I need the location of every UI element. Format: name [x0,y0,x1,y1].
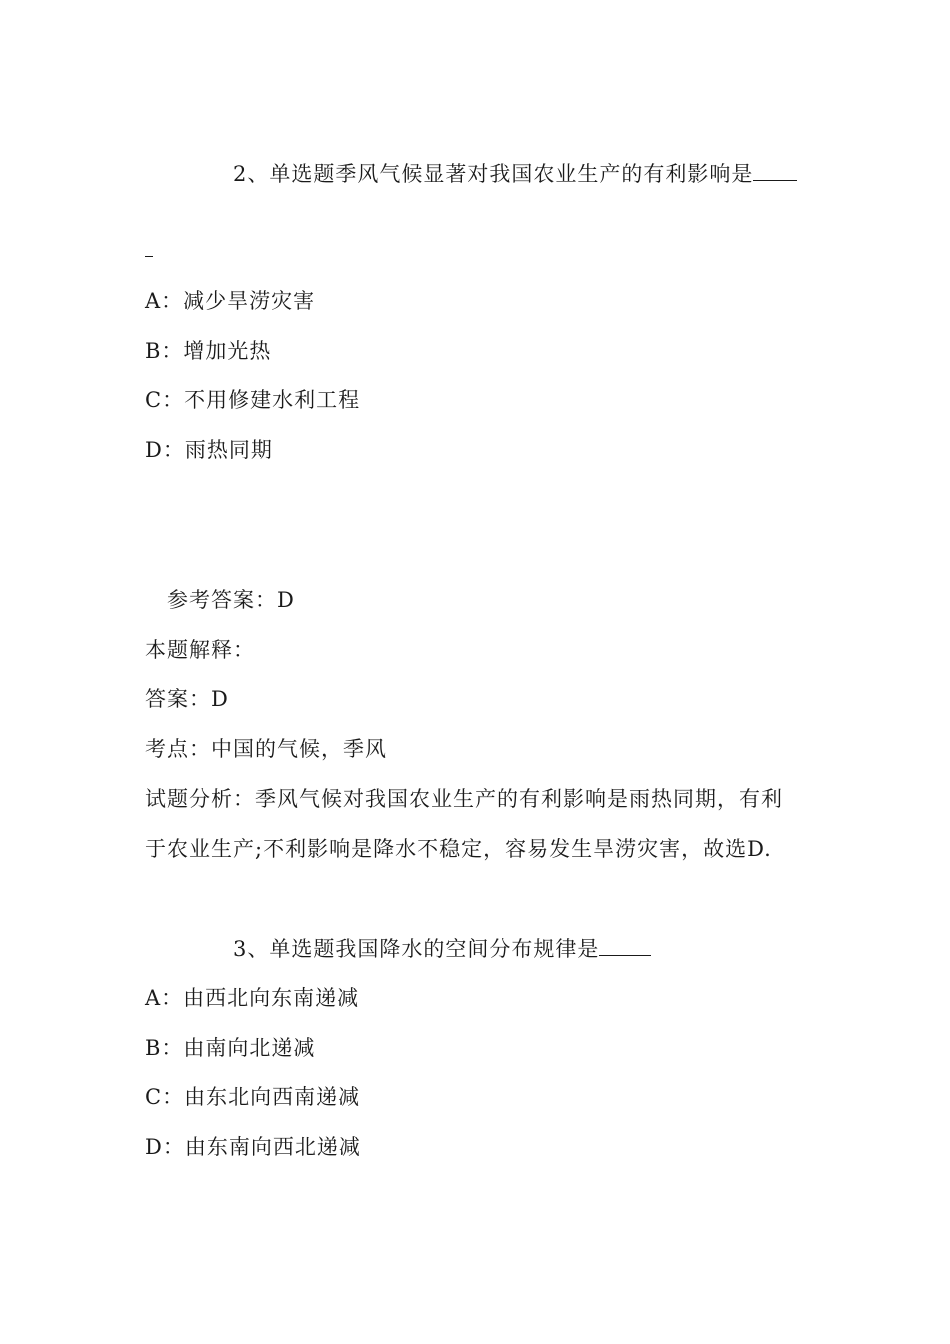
question-2-title [233,160,797,187]
answer-line: 答案：D [145,687,229,711]
answer-blank [753,160,797,181]
reference-answer: 参考答案：D [167,588,295,612]
question-2-blank-continuation [145,236,153,263]
key-point-line: 考点：中国的气候，季风 [145,737,387,761]
question-3-option-a: A：由西北向东南递减 [145,986,360,1010]
explanation-header: 本题解释： [145,638,255,662]
question-2-option-a: A：减少旱涝灾害 [145,289,316,313]
question-3-option-d: D：由东南向西北递减 [145,1135,361,1159]
analysis-line-2: 于农业生产;不利影响是降水不稳定，容易发生旱涝灾害，故选D. [145,837,772,861]
question-3-title-text: 3、单选题我国降水的空间分布规律是 [233,937,600,961]
question-3-option-b: B：由南向北递减 [145,1036,316,1060]
question-3-option-c: C：由东北向西南递减 [145,1085,361,1109]
question-2-title-text: 2、单选题季风气候显著对我国农业生产的有利影响是 [233,162,754,186]
answer-blank [599,935,651,956]
question-2-option-c: C：不用修建水利工程 [145,388,361,412]
question-3-title [233,935,651,962]
question-2-option-b: B：增加光热 [145,339,272,363]
question-2-option-d: D：雨热同期 [145,438,273,462]
answer-blank-continuation [145,236,153,257]
analysis-line-1: 试题分析：季风气候对我国农业生产的有利影响是雨热同期，有利 [145,787,783,811]
